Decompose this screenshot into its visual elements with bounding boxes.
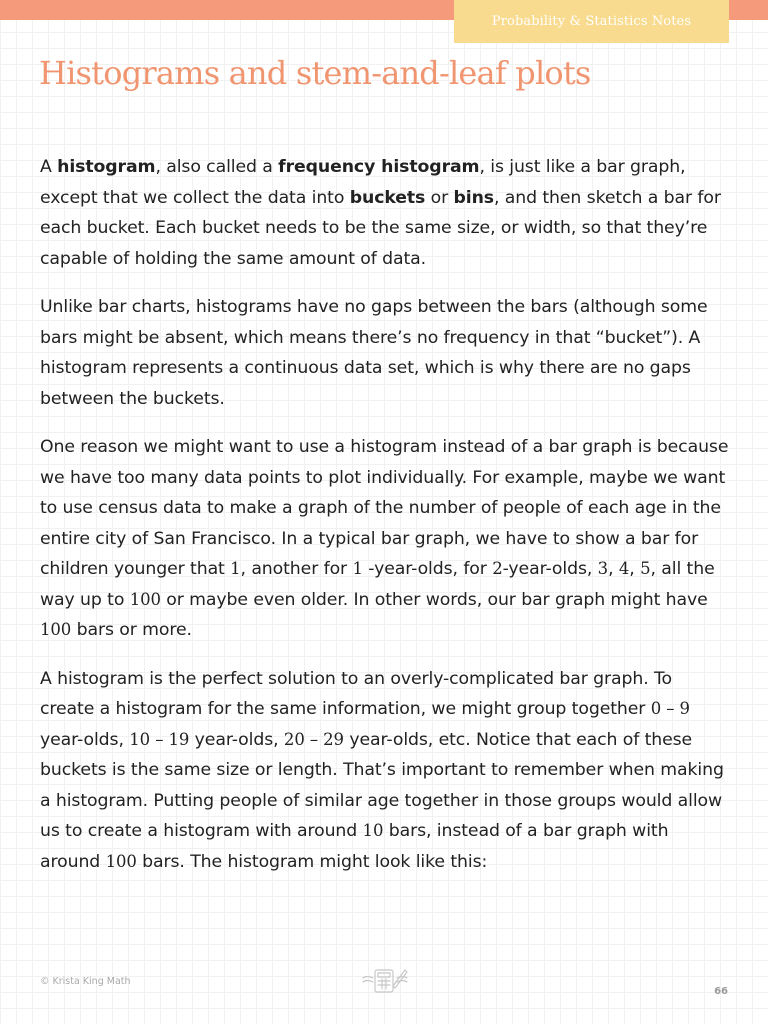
section-tag-label: Probability & Statistics Notes [491, 14, 692, 29]
term-histogram: histogram [57, 157, 156, 177]
paragraph-definition: A histogram, also called a frequency histogram, is just like a bar graph, except that we collect the data into buckets or bins, and then sketch a bar for each bucket. Each bucket needs to be the same size, or width, so that they’re capable of holding the same amount of data. [40, 157, 721, 269]
math-value: 3 [597, 559, 609, 578]
math-value: 5 [640, 559, 651, 578]
page-title: Histograms and stem-and-leaf plots [39, 54, 591, 92]
paragraph-reason: One reason we might want to use a histogram instead of a bar graph is because we have too many data points to plot individually. For example, maybe we want to use census data to make a graph of the number of people of each age in the entire city of San Francisco. In a typical bar graph, we have to show a bar for children younger that 1, another for 1 -year-olds, for 2-year-olds, 3, 4, 5, all the way up to 100 or maybe even older. In other words, our bar graph might have 100 bars or more. [40, 437, 729, 640]
body-text [40, 152, 730, 895]
math-range: 0 – 9 [650, 699, 690, 718]
math-value: 4 [618, 559, 630, 578]
math-range: 20 – 29 [283, 729, 344, 749]
section-tag [454, 0, 729, 43]
math-value: 10 [362, 821, 384, 840]
paragraph-no-gaps: Unlike bar charts, histograms have no gaps between the bars (although some bars might be absent, which means there’s no frequency in that “bucket”). A histogram represents a continuous data set, which is why there are no gaps between the buckets. [40, 297, 708, 409]
term-buckets: buckets [349, 187, 426, 208]
paragraph-solution: A histogram is the perfect solution to an overly-complicated bar graph. To create a histogram for the same information, we might group together 0 – 9 year-olds, 10 – 19 year-olds, 20 – 29 year-olds, etc. Notice that each of these buckets is the same size or length. That’s important to remember when making a histogram. Putting people of similar age together in those groups would allow us to create a histogram with around 10 bars, instead of a bar graph with around 100 bars. The histogram might look like this: [40, 668, 724, 872]
math-range: 10 – 19 [129, 729, 190, 749]
math-value: 100 [129, 589, 161, 609]
copyright-text: © Krista King Math [40, 976, 131, 987]
math-value: 1 [230, 559, 241, 578]
page-number: 66 [714, 986, 728, 997]
math-value: 100 [105, 851, 137, 871]
term-bins: bins [453, 187, 494, 208]
math-value: 100 [40, 620, 72, 639]
calculator-pencil-icon [361, 966, 409, 994]
math-value: 1 [352, 559, 363, 578]
math-value: 2 [492, 559, 503, 578]
term-frequency-histogram: frequency histogram [278, 157, 480, 177]
